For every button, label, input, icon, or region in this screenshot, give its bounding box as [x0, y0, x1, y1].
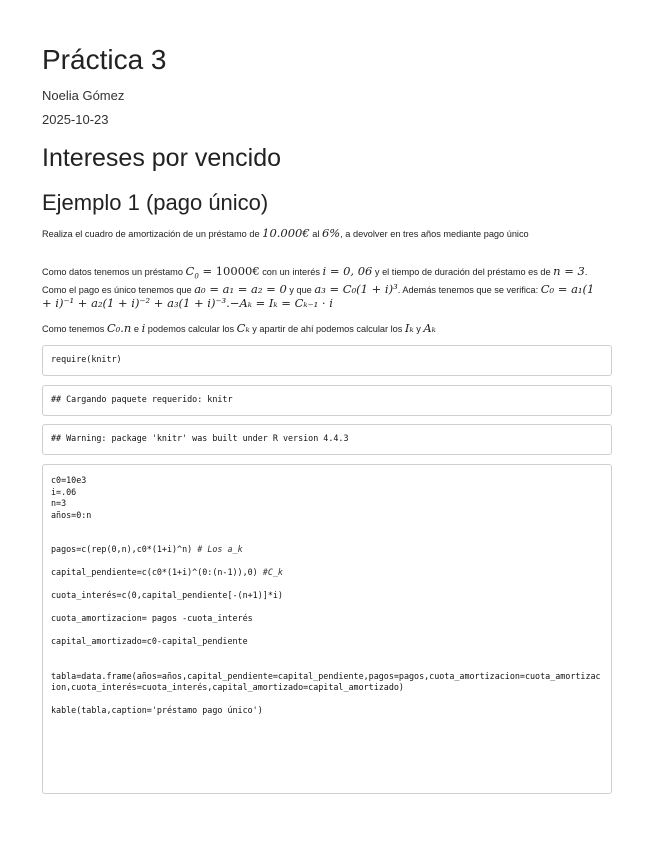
- math-i: i: [141, 321, 146, 335]
- code-line: capital_pendiente=c(c0*(1+i)^(0:(n-1)),0) #C_k: [51, 567, 283, 577]
- math-rate: 6%: [321, 226, 341, 240]
- paragraph-method: [42, 322, 602, 336]
- math-c0: $C_0$ = 10000€: [185, 264, 260, 281]
- text: Como datos tenemos un préstamo: [42, 267, 186, 277]
- code-line: cuota_amortizacion= pagos -cuota_interés: [51, 613, 253, 623]
- code-line: [51, 648, 603, 660]
- code-line: require(knitr): [51, 354, 122, 364]
- author: Noelia Gómez: [42, 88, 125, 103]
- math-amount: 10.000€: [262, 226, 310, 240]
- math-a-zero: a₀ = a₁ = a₂ = 0: [194, 282, 287, 297]
- code-line: i=.06: [51, 486, 77, 497]
- code-line: c0=10e3: [51, 475, 87, 485]
- date: 2025-10-23: [42, 112, 109, 127]
- output-block-loading: [42, 385, 612, 416]
- code-line: [51, 521, 603, 533]
- output-block-warning: [42, 424, 612, 455]
- math-c0n: C₀.n: [106, 321, 132, 335]
- code-line: [51, 556, 603, 568]
- math-n: n = 3: [553, 264, 585, 278]
- code-line: [51, 579, 603, 591]
- paragraph-statement: [42, 227, 602, 241]
- code-comment: # Los a_k: [197, 544, 243, 554]
- math-ak: Aₖ: [423, 321, 436, 335]
- code-line: cuota_interés=c(0,capital_pendiente[-(n+1)]*i): [51, 590, 283, 600]
- code-line: [51, 533, 603, 545]
- output-line: ## Cargando paquete requerido: knitr: [51, 394, 233, 404]
- math-a3: a₃ = C₀(1 + i)³: [314, 282, 398, 297]
- code-line: n=3: [51, 498, 67, 508]
- code-block-require: [42, 345, 612, 376]
- code-comment: #C_k: [262, 567, 283, 577]
- code-line: [51, 602, 603, 614]
- text: y: [413, 324, 424, 334]
- section-heading: Intereses por vencido: [42, 144, 282, 172]
- text: podemos calcular los: [145, 324, 237, 334]
- code-line: [51, 659, 603, 671]
- text: Realiza el cuadro de amortización de un préstamo de: [42, 229, 263, 239]
- math-ik: Iₖ: [404, 321, 414, 335]
- text: . Como el pago es único tenemos que: [42, 267, 588, 296]
- code-line: capital_amortizado=c0-capital_pendiente: [51, 636, 248, 646]
- math-i: i = 0, 06: [322, 264, 373, 278]
- text: Como tenemos: [42, 324, 107, 334]
- math-equation: C₀ = a₁(1 + i)⁻¹ + a₂(1 + i)⁻² + a₃(1 + i)⁻³.−Aₖ = Iₖ = Cₖ₋₁ · i: [42, 282, 595, 311]
- code-line: tabla=data.frame(años=años,capital_pendiente=capital_pendiente,pagos=pagos,cuota_amortizacion=cuota_amortizacion,cuota_interés=cuota_interés,capital_amortizado=capital_amortizado): [51, 670, 601, 692]
- subsection-heading: Ejemplo 1 (pago único): [42, 190, 269, 215]
- text: . Además tenemos que se verifica:: [397, 285, 541, 296]
- text: e: [131, 324, 142, 334]
- code-line: kable(tabla,caption='préstamo pago único'): [51, 705, 263, 715]
- math-ck: Cₖ: [236, 321, 250, 335]
- text: y que: [286, 285, 315, 296]
- code-line: años=0:n: [51, 509, 92, 520]
- code-line: [51, 625, 603, 637]
- code-line: [51, 694, 603, 706]
- paragraph-data: [42, 265, 602, 311]
- page-title: Práctica 3: [42, 44, 167, 75]
- code-block-main: [42, 464, 612, 794]
- text: y el tiempo de duración del préstamo es de: [372, 267, 554, 277]
- text: con un interés: [259, 267, 323, 277]
- text: al: [309, 229, 322, 239]
- text: y apartir de ahí podemos calcular los: [249, 324, 405, 334]
- code-line: pagos=c(rep(0,n),c0*(1+i)^n) # Los a_k: [51, 544, 243, 554]
- text: , a devolver en tres años mediante pago único: [340, 229, 529, 239]
- output-line: ## Warning: package 'knitr' was built under R version 4.4.3: [51, 433, 349, 443]
